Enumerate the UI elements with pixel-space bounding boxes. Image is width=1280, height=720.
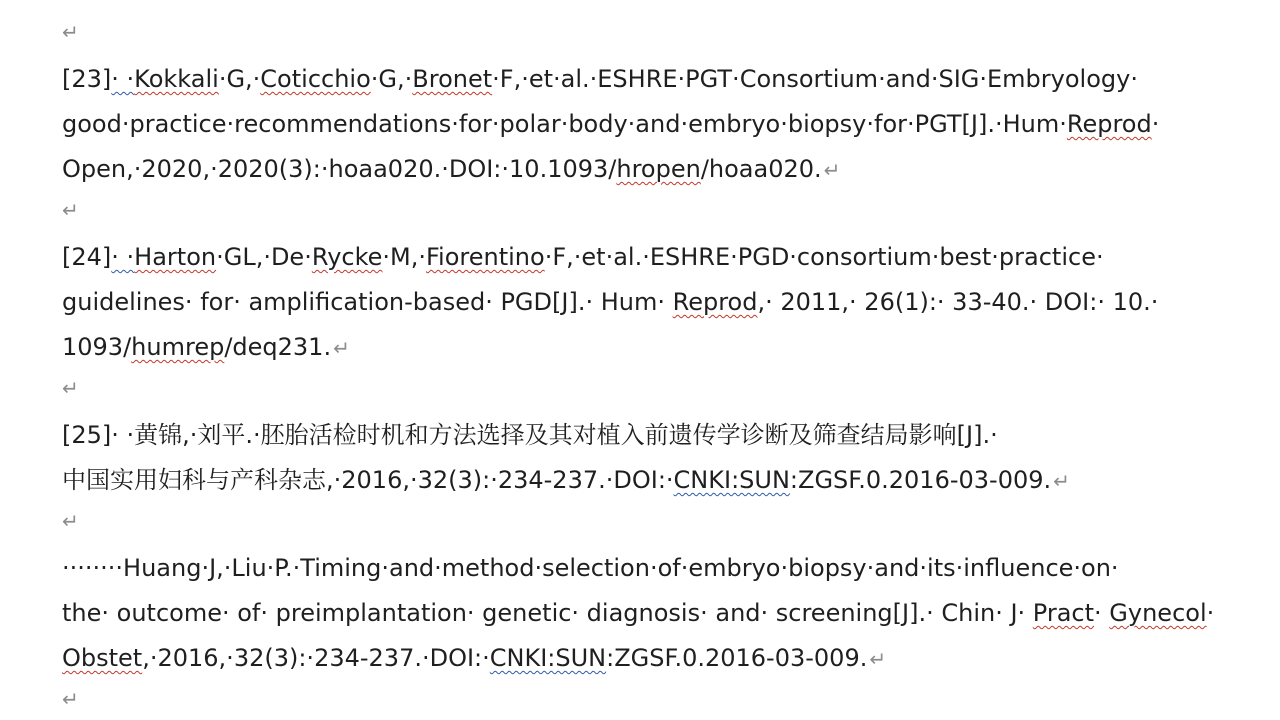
- spellcheck-flagged-text: Obstet: [62, 644, 143, 672]
- text-run: /deq231.: [224, 333, 332, 361]
- text-run: [24]: [62, 243, 112, 271]
- reference-line[interactable]: [62, 330, 1252, 364]
- text-run: ·G,·: [218, 65, 261, 93]
- reference-line[interactable]: [62, 107, 1252, 141]
- text-run: Open,·2020,·2020(3):·hoaa020.·DOI:·10.1093/: [62, 155, 617, 183]
- spellcheck-flagged-text: Rycke: [311, 243, 383, 271]
- spellcheck-flagged-text: CNKI:SUN: [673, 466, 790, 494]
- spellcheck-flagged-text: Reprod: [1066, 110, 1152, 138]
- text-run: ·F,·et·al.·ESHRE·PGD·consortium·best·practice·: [544, 243, 1104, 271]
- text-run: ,· 2011,· 26(1):· 33-40.· DOI:· 10.·: [757, 288, 1159, 316]
- reference-line[interactable]: [62, 152, 1252, 186]
- text-run: ·: [1094, 599, 1110, 627]
- paragraph-mark-icon: ↵: [62, 198, 79, 222]
- text-run: 中国实用妇科与产科杂志,·2016,·32(3):·234-237.·DOI:·: [62, 466, 674, 494]
- paragraph-mark-icon: ↵: [62, 376, 79, 400]
- reference-line[interactable]: [62, 62, 1252, 96]
- text-run: ·M,·: [382, 243, 426, 271]
- spellcheck-flagged-text: Reprod: [672, 288, 758, 316]
- document-page[interactable]: [62, 0, 1252, 720]
- text-run: 1093/: [62, 333, 132, 361]
- text-run: ·F,·et·al.·ESHRE·PGT·Consortium·and·SIG·Embryology·: [492, 65, 1138, 93]
- text-run: :ZGSF.0.2016-03-009.: [606, 644, 868, 672]
- text-run: ·: [1206, 599, 1215, 627]
- text-run: ·: [1151, 110, 1160, 138]
- text-run: ·G,·: [370, 65, 413, 93]
- paragraph-mark-icon: ↵: [62, 20, 79, 44]
- text-run: ,·2016,·32(3):·234-237.·DOI:·: [142, 644, 490, 672]
- reference-line[interactable]: [62, 418, 1252, 452]
- text-run: ·GL,·De·: [216, 243, 312, 271]
- spellcheck-flagged-text: Kokkali: [134, 65, 219, 93]
- reference-line[interactable]: [62, 463, 1252, 497]
- paragraph-mark-icon: ↵: [869, 647, 887, 671]
- paragraph-mark-icon: ↵: [62, 687, 79, 711]
- paragraph-mark-icon: ↵: [62, 509, 79, 533]
- spellcheck-flagged-text: hropen: [616, 155, 701, 183]
- reference-line[interactable]: [62, 285, 1252, 319]
- spellcheck-flagged-text: Bronet: [412, 65, 493, 93]
- spellcheck-flagged-text: Pract: [1032, 599, 1095, 627]
- text-run: [23]: [62, 65, 112, 93]
- text-run: :ZGSF.0.2016-03-009.: [789, 466, 1052, 494]
- text-run: [25]· ·黄锦,·刘平.·胚胎活检时机和方法选择及其对植入前遗传学诊断及筛查结局影响[J].·: [62, 421, 998, 449]
- spellcheck-flagged-text: CNKI:SUN: [489, 644, 607, 672]
- spellcheck-flagged-text: humrep: [131, 333, 225, 361]
- spellcheck-flagged-text: Fiorentino: [426, 243, 545, 271]
- paragraph-mark-icon: ↵: [823, 158, 841, 182]
- text-run: good·practice·recommendations·for·polar·body·and·embryo·biopsy·for·PGT[J].·Hum·: [62, 110, 1067, 138]
- text-run: guidelines· for· amplification-based· PGD[J].· Hum·: [62, 288, 673, 316]
- spellcheck-flagged-text: · ·: [111, 65, 135, 93]
- spellcheck-flagged-text: Coticchio: [260, 65, 371, 93]
- spellcheck-flagged-text: · ·: [111, 243, 135, 271]
- paragraph-mark-icon: ↵: [1053, 469, 1070, 493]
- text-run: ········Huang·J,·Liu·P.·Timing·and·method·selection·of·embryo·biopsy·and·its·influence·on·: [62, 554, 1119, 582]
- reference-line[interactable]: [62, 596, 1252, 630]
- text-run: /hoaa020.: [700, 155, 822, 183]
- text-run: the· outcome· of· preimplantation· genetic· diagnosis· and· screening[J].· Chin· J·: [62, 599, 1033, 627]
- paragraph-mark-icon: ↵: [333, 336, 350, 360]
- spellcheck-flagged-text: Harton: [134, 243, 217, 271]
- spellcheck-flagged-text: Gynecol: [1109, 599, 1207, 627]
- reference-line[interactable]: [62, 551, 1252, 585]
- reference-line[interactable]: [62, 641, 1252, 675]
- reference-line[interactable]: [62, 240, 1252, 274]
